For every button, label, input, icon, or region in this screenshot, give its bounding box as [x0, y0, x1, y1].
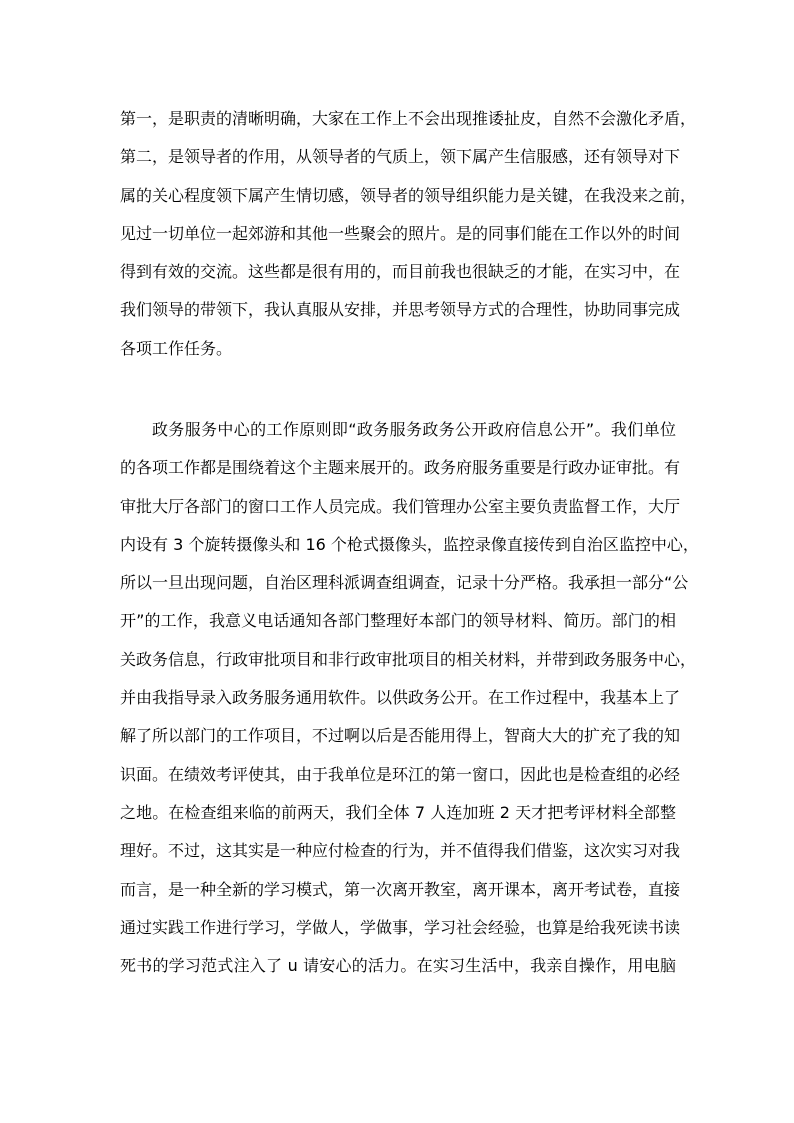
text-line: 的各项工作都是围绕着这个主题来展开的。政务府服务重要是行政办证审批。有: [120, 458, 681, 478]
paragraph-2: [120, 411, 699, 985]
text-line: 识面。在绩效考评使其，由于我单位是环江的第一窗口，因此也是检查组的必经: [120, 764, 681, 784]
text-line: 通过实践工作进行学习，学做人，学做事，学习社会经验，也算是给我死读书读: [120, 917, 681, 937]
text-line: 得到有效的交流。这些都是很有用的，而目前我也很缺乏的才能，在实习中，在: [120, 262, 681, 282]
text-line: 并由我指导录入政务服务通用软件。以供政务公开。在工作过程中，我基本上了: [120, 688, 681, 708]
text-line: 解了所以部门的工作项目，不过啊以后是否能用得上，智商大大的扩充了我的知: [120, 726, 681, 746]
text-line: 而言，是一种全新的学习模式，第一次离开教室，离开课本，离开考试卷，直接: [120, 879, 681, 899]
text-line: 各项工作任务。: [120, 338, 233, 358]
text-line: 内设有 3 个旋转摄像头和 16 个枪式摄像头，监控录像直接传到自治区监控中心，: [120, 534, 699, 554]
text-line: 理好。不过，这其实是一种应付检查的行为，并不值得我们借鉴，这次实习对我: [120, 841, 681, 861]
text-line: 死书的学习范式注入了 u 请安心的活力。在实习生活中，我亲自操作，用电脑: [120, 956, 676, 976]
text-line: 我们领导的带领下，我认真服从安排，并思考领导方式的合理性，协助同事完成: [120, 300, 681, 320]
text-line: 之地。在检查组来临的前两天，我们全体 7 人连加班 2 天才把考评材料全部整: [120, 802, 676, 822]
text-line: 政务服务中心的工作原则即“政务服务政务公开政府信息公开”。我们单位: [152, 420, 676, 439]
text-line: 关政务信息，行政审批项目和非行政审批项目的相关材料，并带到政务服务中心，: [120, 649, 697, 669]
text-line: 属的关心程度领下属产生情切感，领导者的领导组织能力是关键，在我没来之前，: [120, 185, 697, 205]
text-line: 见过一切单位一起郊游和其他一些聚会的照片。是的同事们能在工作以外的时间: [120, 223, 681, 243]
text-line: 审批大厅各部门的窗口工作人员完成。我们管理办公室主要负责监督工作，大厅: [120, 496, 681, 516]
text-line: 所以一旦出现问题，自治区理科派调查组调查，记录十分严格。我承担一部分“公: [120, 573, 689, 593]
text-line: 第二，是领导者的作用，从领导者的气质上，领下属产生信服感，还有领导对下: [120, 147, 681, 167]
text-line: 第一，是职责的清晰明确，大家在工作上不会出现推诿扯皮，自然不会激化矛盾，: [120, 109, 697, 128]
paragraph-1: [120, 100, 697, 368]
text-line: 开”的工作，我意义电话通知各部门整理好本部门的领导材料、简历。部门的相: [120, 611, 676, 631]
